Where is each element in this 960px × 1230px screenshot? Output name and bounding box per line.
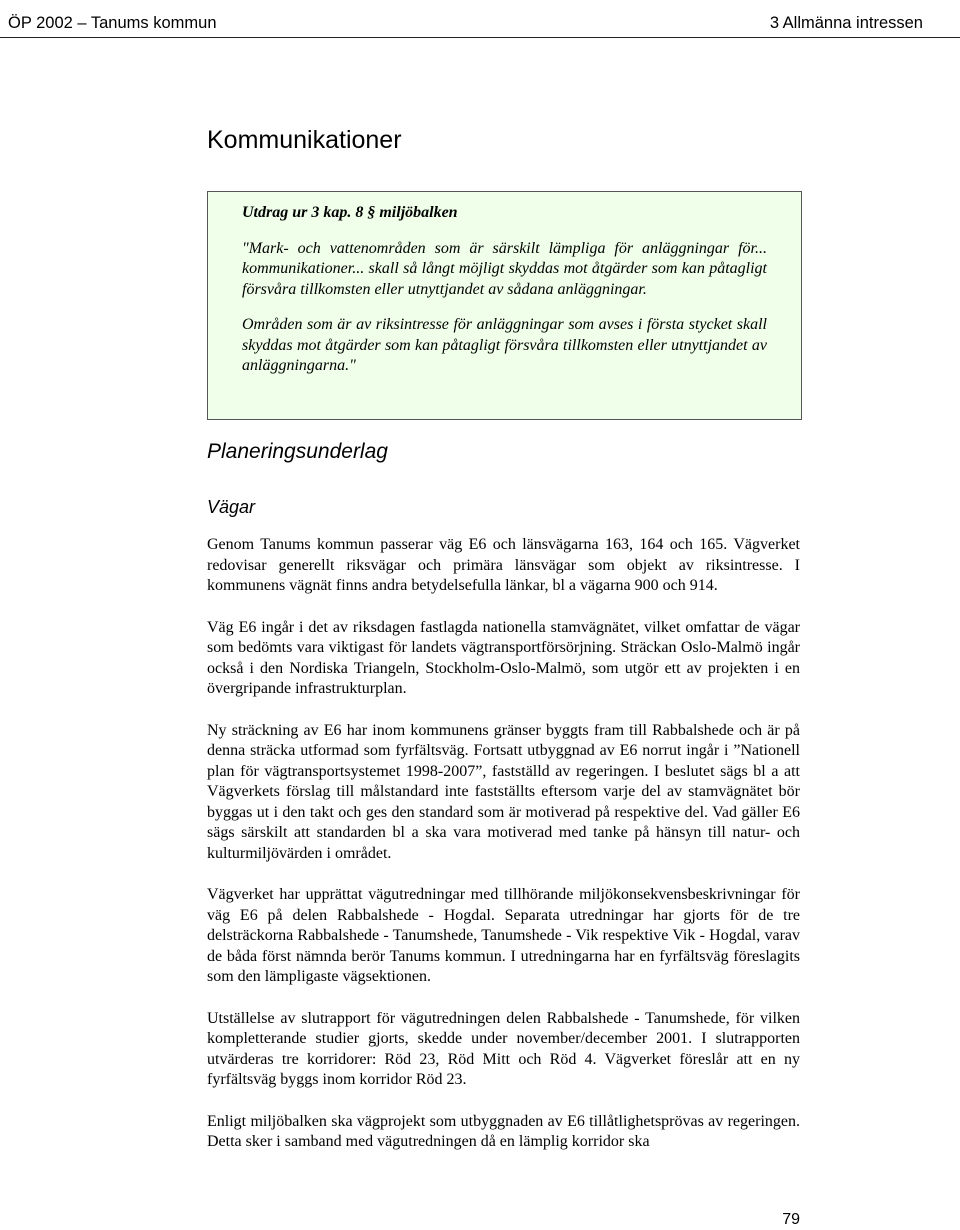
body-paragraph: Utställelse av slutrapport för vägutredningen delen Rabbalshede - Tanumshede, för vilken kompletterande studier gjorts, skedde under november/december 2001. I slutrapporten utvärderas tre korridorer: Röd 23, Röd Mitt och Röd 4. Vägverket föreslår att en ny fyrfältsväg byggs inom korridor Röd 23. [207, 1009, 800, 1088]
law-quote-box [207, 191, 802, 420]
quote-paragraph: Områden som är av riksintresse för anläggningar som avses i första stycket skall skyddas mot åtgärder som kan påtagligt försvåra tillkomsten eller utnyttjandet av anläggningarna." [242, 316, 767, 374]
section-heading: Planeringsunderlag [207, 440, 388, 463]
page-number: 79 [782, 1211, 800, 1228]
body-paragraph: Enligt miljöbalken ska vägprojekt som utbyggnaden av E6 tillåtlighetsprövas av regeringen. Detta sker i samband med vägutredningen då en lämplig korridor ska [207, 1112, 800, 1150]
body-paragraph: Ny sträckning av E6 har inom kommunens gränser byggts fram till Rabbalshede och är på denna sträcka utformad som fyrfältsväg. Fortsatt utbyggnad av E6 norrut ingår i ”Nationell plan för vägtransportsystemet 1998-2007”, fastställd av regeringen. I beslutet sägs bl a att Vägverkets förslag till målstandard inte fastställts eftersom varje del av stamvägnätet bör byggas ut i den takt och ges den standard som är motiverad på respektive del. Vad gäller E6 sägs särskilt att standarden bl a ska vara motiverad med tanke på hänsyn till natur- och kulturmiljövärden i området. [207, 721, 800, 862]
quote-paragraph: "Mark- och vattenområden som är särskilt lämpliga för anläggningar för... kommunikationer... skall så långt möjligt skyddas mot åtgärder som kan påtagligt försvåra tillkomsten eller utnyttjandet av sådana anläggningar. [242, 239, 767, 298]
page-header [8, 10, 923, 36]
body-paragraph: Genom Tanums kommun passerar väg E6 och länsvägarna 163, 164 och 165. Vägverket redovisar generellt riksvägar och primära länsvägar som objekt av riksintresse. I kommunens vägnät finns andra betydelsefulla länkar, bl a vägarna 900 och 914. [207, 536, 800, 594]
page-title: Kommunikationer [207, 126, 402, 154]
header-chapter-title: 3 Allmänna intressen [769, 13, 923, 32]
subsection-heading: Vägar [207, 497, 256, 517]
header-document-title: ÖP 2002 – Tanums kommun [8, 13, 217, 32]
body-paragraph: Vägverket har upprättat vägutredningar med tillhörande miljökonsekvensbeskrivningar för väg E6 på delen Rabbalshede - Hogdal. Separata utredningar har gjorts för de tre delsträckorna Rabbalshede - Tanumshede, Tanumshede - Vik respektive Vik - Hogdal, varav de båda först nämnda berör Tanums kommun. I utredningarna har en fyrfältsväg föreslagits som den lämpligaste vägsektionen. [207, 886, 800, 985]
header-divider [0, 37, 960, 38]
body-paragraph: Väg E6 ingår i det av riksdagen fastlagda nationella stamvägnätet, vilket omfattar de vägar som bedömts vara viktigast för landets vägtransportförsörjning. Sträckan Oslo-Malmö ingår också i den Nordiska Triangeln, Stockholm-Oslo-Malmö, som utgör ett av projekten i en övergripande infrastrukturplan. [207, 618, 800, 697]
quote-title: Utdrag ur 3 kap. 8 § miljöbalken [242, 204, 458, 221]
body-text [207, 535, 800, 1174]
